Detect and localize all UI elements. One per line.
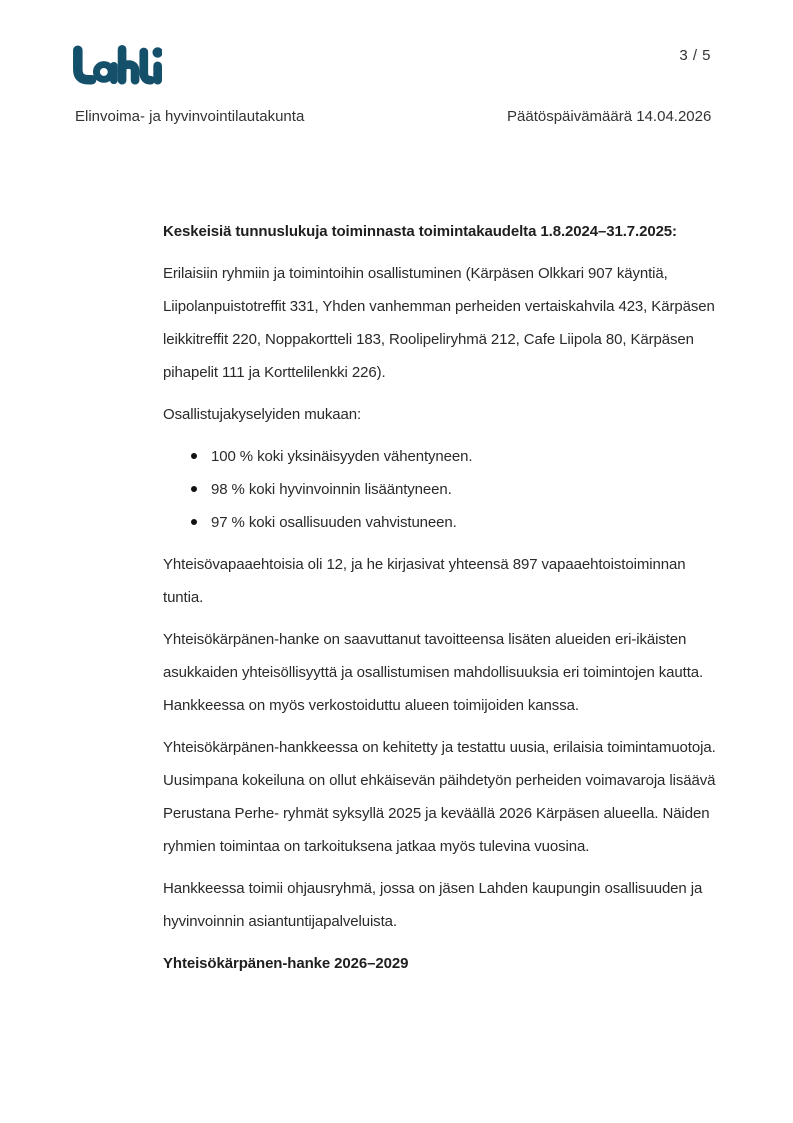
paragraph-steering-group: Hankkeessa toimii ohjausryhmä, jossa on jäsen Lahden kaupungin osallisuuden ja hyvinvoinnin asiantuntijapalveluista. — [163, 880, 703, 930]
header-decision-date: Päätöspäivämäärä 14.04.2026 — [507, 108, 712, 125]
document-body — [163, 215, 717, 989]
key-figures-heading: Keskeisiä tunnuslukuja toiminnasta toimintakaudelta 1.8.2024–31.7.2025: — [163, 223, 677, 240]
lahti-logo-icon — [70, 40, 162, 90]
list-item: 97 % koki osallisuuden vahvistuneen. — [163, 506, 717, 539]
paragraph-survey-intro: Osallistujakyselyiden mukaan: — [163, 406, 362, 423]
lahti-logo — [70, 40, 162, 90]
paragraph-participation: Erilaisiin ryhmiin ja toimintoihin osallistuminen (Kärpäsen Olkkari 907 käyntiä, Liipolanpuistotreffit 331, Yhden vanhemman perheiden vertaiskahvila 423, Kärpäsen leikkitreffit 220, Noppakortteli 183, Roolipeliryhmä 212, Cafe Liipola 80, Kärpäsen pihapelit 111 ja Korttelilenkki 226). — [163, 265, 715, 381]
list-item: 98 % koki hyvinvoinnin lisääntyneen. — [163, 473, 717, 506]
page-number: 3 / 5 — [679, 47, 711, 64]
header-committee-name: Elinvoima- ja hyvinvointilautakunta — [75, 108, 305, 125]
paragraph-volunteers: Yhteisövapaaehtoisia oli 12, ja he kirjasivat yhteensä 897 vapaaehtoistoiminnan tuntia. — [163, 556, 686, 606]
list-item: 100 % koki yksinäisyyden vähentyneen. — [163, 440, 717, 473]
paragraph-goals: Yhteisökärpänen-hanke on saavuttanut tavoitteensa lisäten alueiden eri-ikäisten asukkaiden yhteisöllisyyttä ja osallistumisen mahdollisuuksia eri toimintojen kautta. Hankkeessa on myös verkostoiduttu alueen toimijoiden kanssa. — [163, 631, 704, 714]
survey-results-list — [163, 440, 717, 539]
paragraph-new-activities: Yhteisökärpänen-hankkeessa on kehitetty ja testattu uusia, erilaisia toimintamuotoja. Uusimpana kokeiluna on ollut ehkäisevän päihdetyön perheiden voimavaroja lisäävä Perustana Perhe- ryhmät syksyllä 2025 ja keväällä 2026 Kärpäsen alueella. Näiden ryhmien toimintaa on tarkoituksena jatkaa myös tulevina vuosina. — [163, 739, 716, 855]
project-heading: Yhteisökärpänen-hanke 2026–2029 — [163, 955, 409, 972]
